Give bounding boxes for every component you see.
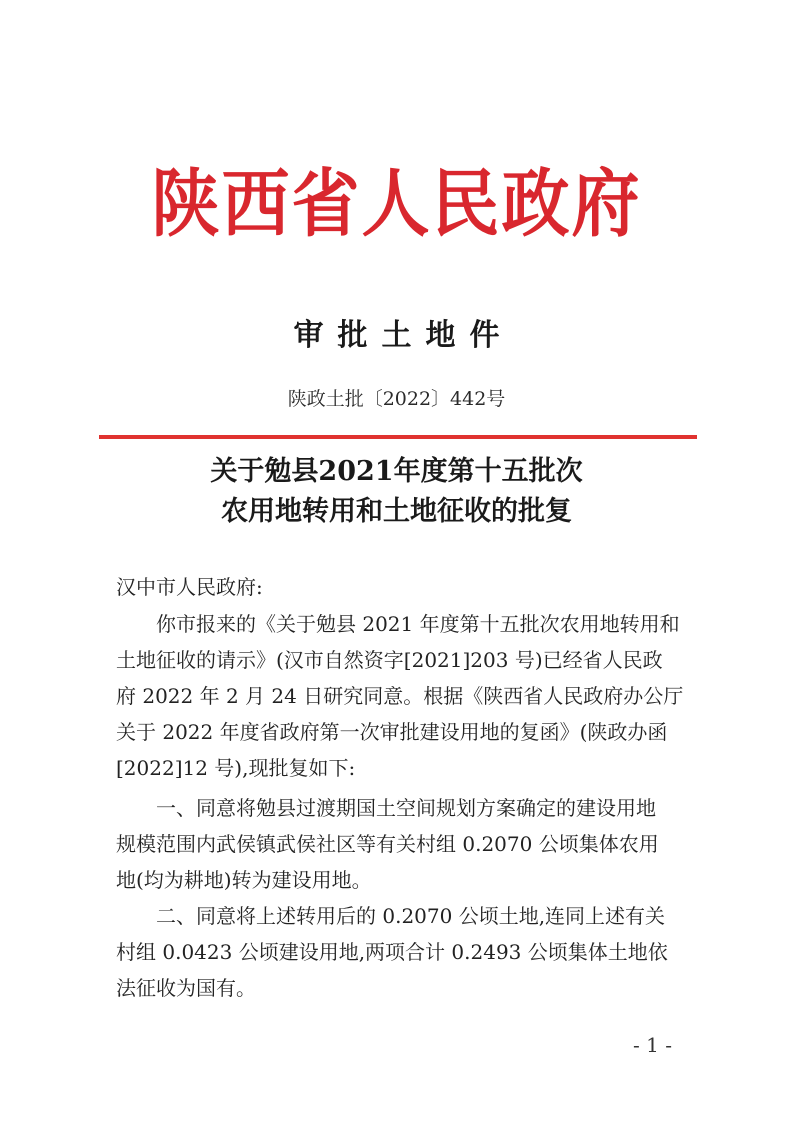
paragraph-item-one <box>116 790 696 898</box>
paragraph-line: 关于 2022 年度省政府第一次审批建设用地的复函》(陕政办函 <box>116 720 668 744</box>
paragraph-line: 土地征收的请示》(汉市自然资字[2021]203 号)已经省人民政 <box>116 648 663 672</box>
page-number: - 1 - <box>633 1033 672 1057</box>
paragraph-line: 地(均为耕地)转为建设用地。 <box>116 868 372 892</box>
paragraph-line: 二、同意将上述转用后的 0.2070 公顷土地,连同上述有关 <box>156 904 666 928</box>
paragraph-line: 法征收为国有。 <box>116 976 256 1000</box>
issuer-masthead: 陕西省人民政府 <box>151 160 642 248</box>
document-number: 陕政土批〔2022〕442号 <box>287 388 506 410</box>
paragraph-item-two <box>116 898 696 1006</box>
paragraph-line: 你市报来的《关于勉县 2021 年度第十五批次农用地转用和 <box>156 612 680 636</box>
paragraph-line: [2022]12 号),现批复如下: <box>116 756 356 780</box>
document-title <box>0 452 793 532</box>
red-divider-rule <box>99 435 697 439</box>
paragraph-line: 村组 0.0423 公顷建设用地,两项合计 0.2493 公顷集体土地依 <box>116 940 668 964</box>
document-type-heading: 审批土地件 <box>293 318 514 353</box>
paragraph-line: 一、同意将勉县过渡期国土空间规划方案确定的建设用地 <box>156 796 656 820</box>
paragraph-line: 府 2022 年 2 月 24 日研究同意。根据《陕西省人民政府办公厅 <box>116 684 684 708</box>
paragraph-request-reply <box>116 606 696 786</box>
addressee: 汉中市人民政府: <box>116 575 263 599</box>
paragraph-line: 规模范围内武侯镇武侯社区等有关村组 0.2070 公顷集体农用 <box>116 832 659 856</box>
title-line-1: 关于勉县2021年度第十五批次 <box>210 456 583 487</box>
title-line-2: 农用地转用和土地征收的批复 <box>221 496 572 527</box>
